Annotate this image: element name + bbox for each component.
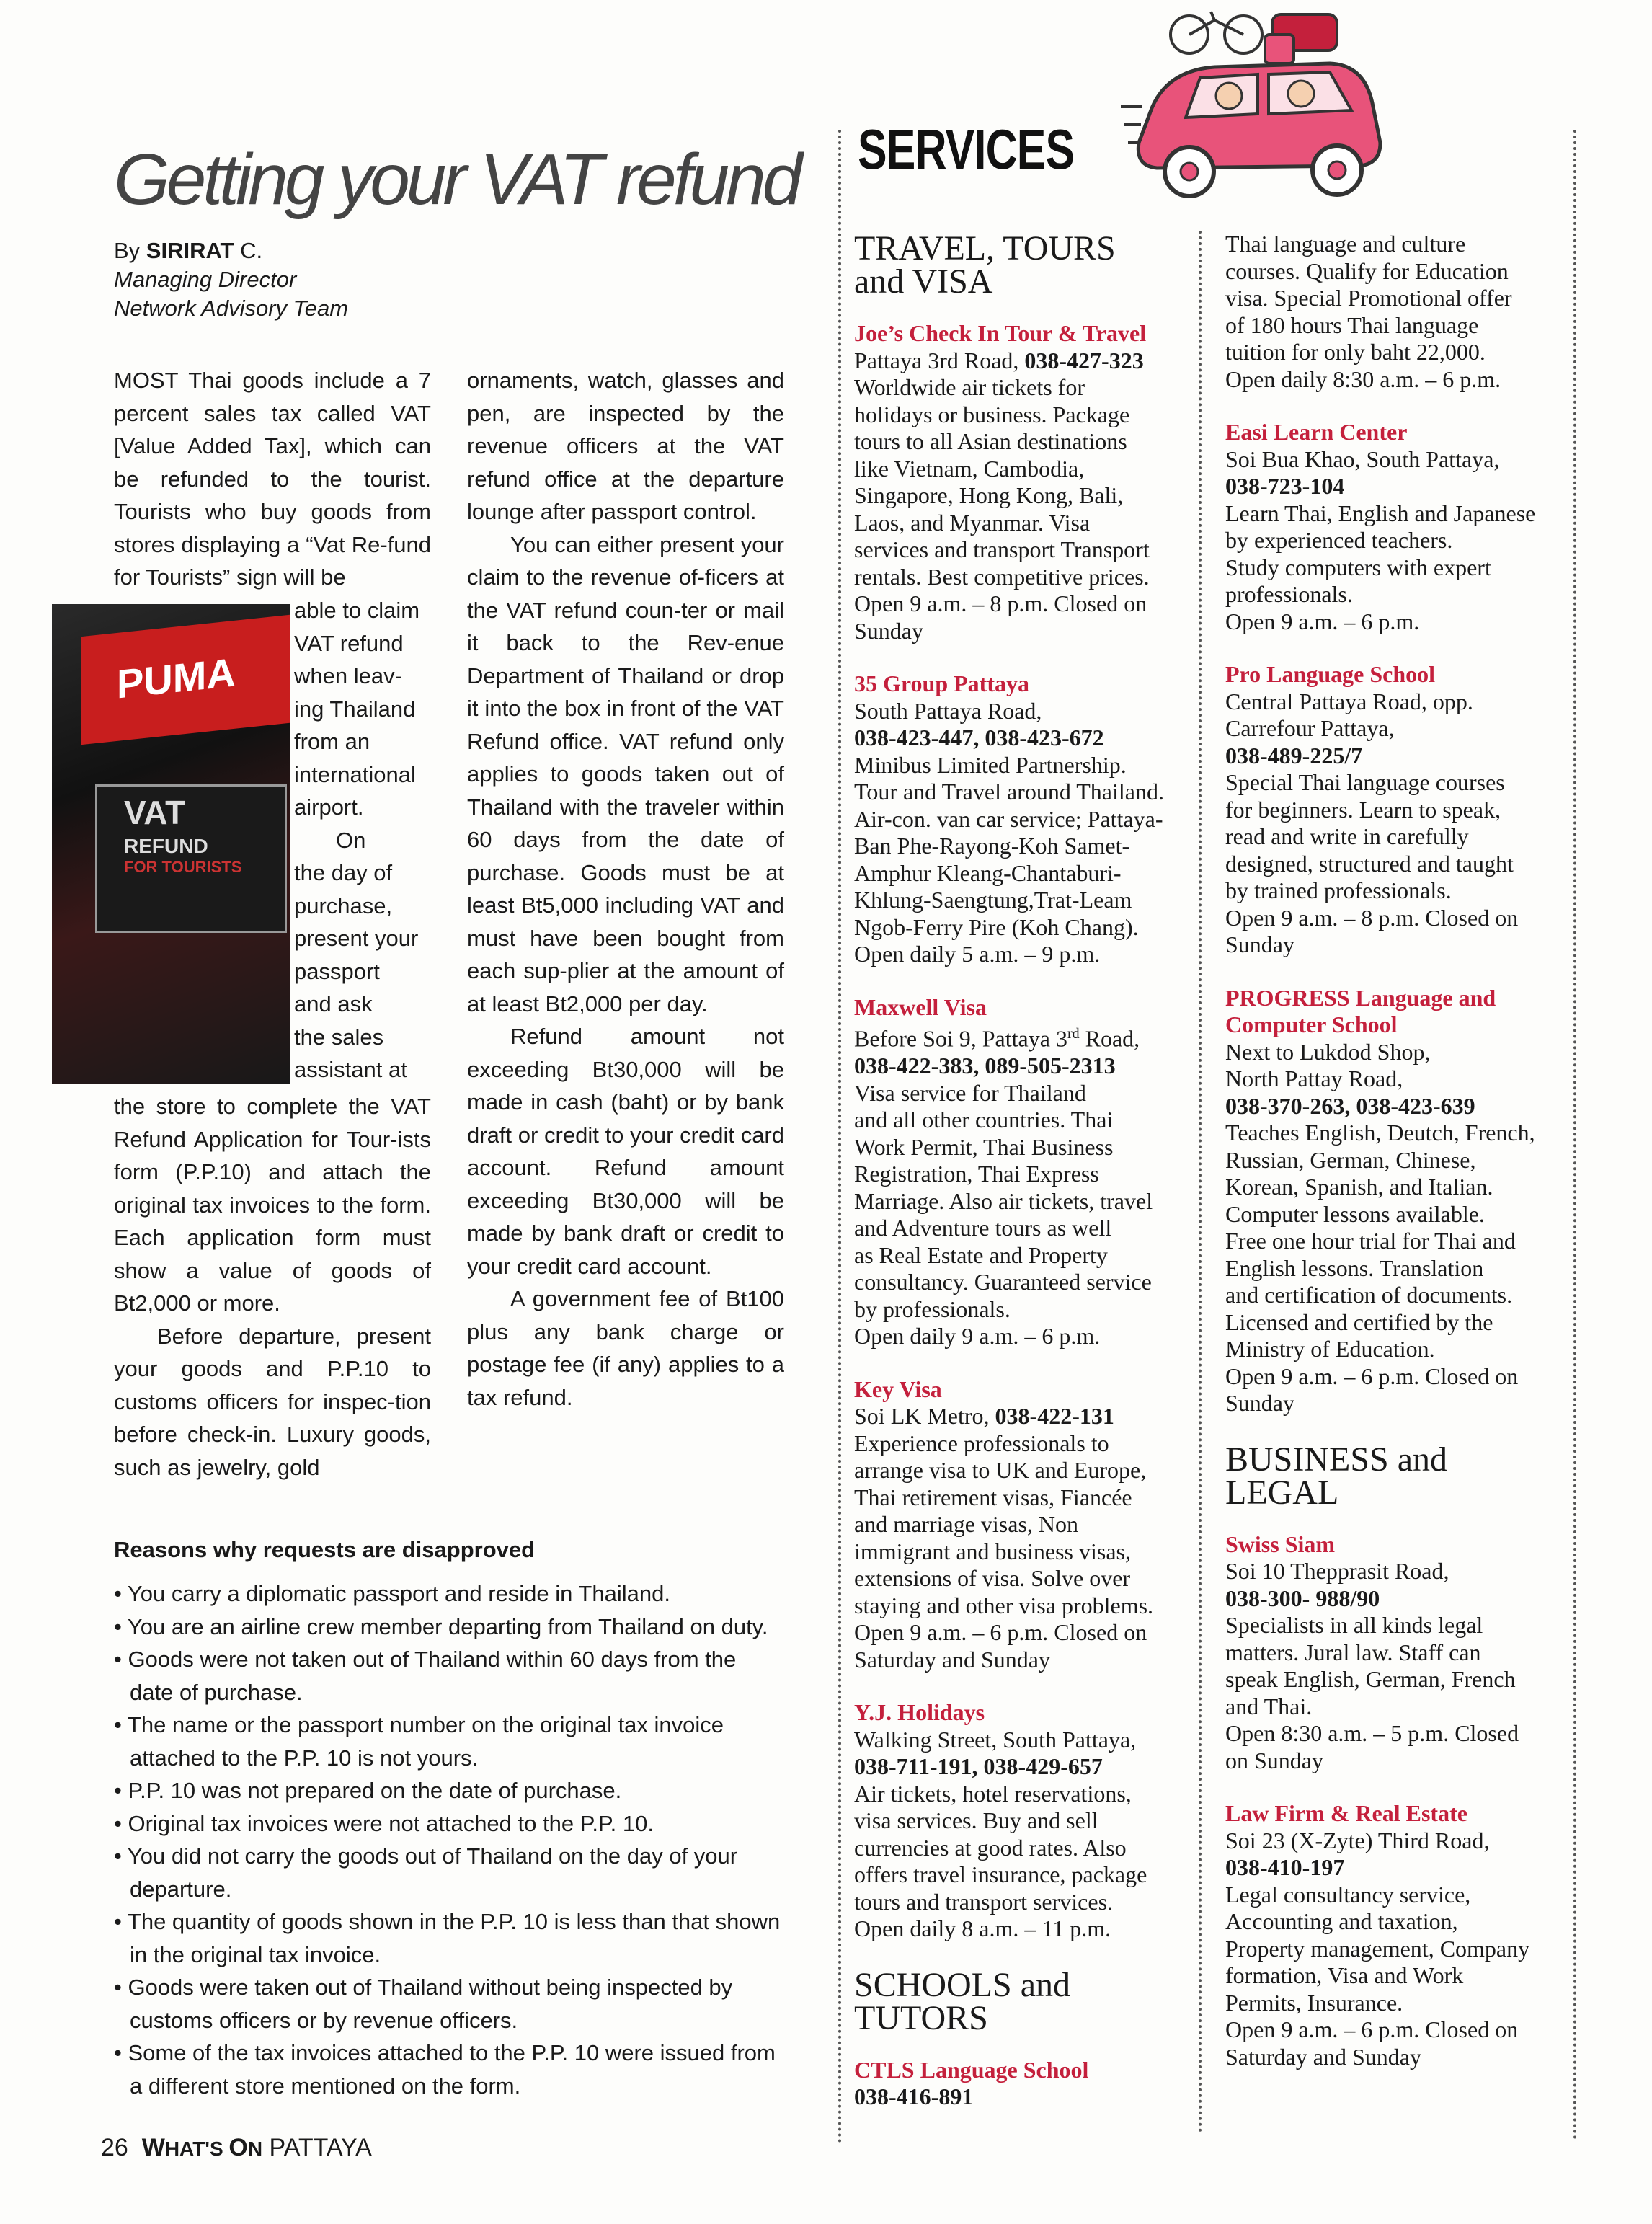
vat-refund-photo: PUMA VAT REFUND FOR TOURISTS xyxy=(52,604,290,1084)
author-role: Managing Director xyxy=(114,267,297,292)
phone: 038-711-191, 038-429-657 xyxy=(854,1753,1103,1780)
listing-maxwell-visa: Maxwell Visa Before Soi 9, Pattaya 3rd Road, 038-422-383, 089-505-2313 Visa service for Thailand and all other countries. Thai Work Permit, Thai Business Registration, Thai Express Marriage. Also air tickets, travel and Adventure tours as well as Real Estate and Property consultancy. Guaranteed service by professionals. Open daily 9 a.m. – 6 p.m. xyxy=(854,994,1193,1350)
column-divider xyxy=(838,130,841,2145)
list-item: • Original tax invoices were not attached to the P.P. 10. xyxy=(114,1810,654,1836)
listing-yj-holidays: Y.J. Holidays Walking Street, South Pattaya, 038-711-191, 038-429-657 Air tickets, hotel reservations, visa services. Buy and sell currencies at good rates. Also offers travel insurance, package tours and transport services. Open daily 8 a.m. – 11 p.m. xyxy=(854,1699,1193,1943)
page-number: 26 xyxy=(101,2134,128,2161)
list-item: • You carry a diplomatic passport and reside in Thailand. xyxy=(114,1581,670,1606)
paragraph-1: MOST Thai goods include a 7 percent sales tax called VAT [Value Added Tax], which can be refunded to the tourist. Tourists who buy goods from stores displaying a “Vat Re-fund for Tourists” sign will be xyxy=(114,368,431,590)
listing-name: Swiss Siam xyxy=(1225,1530,1336,1557)
author-name: SIRIRAT xyxy=(146,238,234,263)
phone: 038-370-263, 038-423-639 xyxy=(1225,1092,1475,1119)
author-team: Network Advisory Team xyxy=(114,296,349,321)
listing-progress-language: PROGRESS Language and Computer School Next to Lukdod Shop, North Pattay Road, 038-370-263, 038-423-639 Teaches English, Deutch, French, Russian, German, Chinese, Korean, Spanish, and Italian. Computer lessons available. Free one hour trial for Thai and English lessons. Translation and certification of documents. Licensed and certified by the Ministry of Education. Open 9 a.m. – 6 p.m. Closed on Sunday xyxy=(1225,985,1571,1417)
phone: 038-416-891 xyxy=(854,2083,974,2110)
services-col1 xyxy=(854,229,1193,2111)
listing-swiss-siam: Swiss Siam Soi 10 Thepprasit Road, 038-300- 988/90 Specialists in all kinds legal matters. Jural law. Staff can speak English, German, French and Thai. Open 8:30 a.m. – 5 p.m. Closed on Sunday xyxy=(1225,1531,1571,1775)
page-footer: 26 WHAT'S ON PATTAYA xyxy=(101,2134,372,2161)
listing-name: 35 Group Pattaya xyxy=(854,670,1029,696)
phone: 038-410-197 xyxy=(1225,1854,1345,1880)
article-col2: ornaments, watch, glasses and pen, are inspected by the revenue officers at the VAT refund office at the departure lounge after passport control. You can either present your claim to the revenue of-ficers at the VAT refund coun-ter or mail it back to the Rev-enue Department of Thailand or drop it into the box in front of the VAT Refund office. VAT refund only applies to goods taken out of Thailand with the traveler within 60 days from the date of purchase. Goods must be at least Bt5,000 including VAT and must have been bought from each sup-plier at the amount of at least Bt2,000 per day. Refund amount not exceeding Bt30,000 will be made in cash (baht) or by bank draft or credit to your credit card account. Refund amount exceeding Bt30,000 will be made by bank draft or credit to your credit card account. A government fee of Bt100 plus any bank charge or postage fee (if any) applies to a tax refund. xyxy=(467,368,784,1410)
listing-name: Pro Language School xyxy=(1225,661,1435,687)
listing-law-firm: Law Firm & Real Estate Soi 23 (X-Zyte) Third Road, 038-410-197 Legal consultancy service, Accounting and taxation, Property management, Company formation, Visa and Work Permits, Insurance. Open 9 a.m. – 6 p.m. Closed on Saturday and Sunday xyxy=(1225,1800,1571,2070)
listing-joes-check-in: Joe’s Check In Tour & Travel Pattaya 3rd Road, 038-427-323 Worldwide air tickets for holidays or business. Package tours to all Asian destinations like Vietnam, Cambodia, Singapore, Hong Kong, Bali, Laos, and Myanmar. Visa services and transport Transport rentals. Best competitive prices. Open 9 a.m. – 8 p.m. Closed on Sunday xyxy=(854,320,1193,644)
section-travel-heading: TRAVEL, TOURS and VISA xyxy=(854,229,1116,301)
phone: 038-423-447, 038-423-672 xyxy=(854,725,1104,750)
services-title: SERVICES xyxy=(858,118,1075,181)
listing-name: CTLS Language School xyxy=(854,2056,1089,2083)
article-col1-wrap: able to claim VAT refund when leav- ing Thailand from an international airport. On the day of purchase, present your passport and ask the sales assistant at xyxy=(294,598,420,1082)
phone: 038-422-131 xyxy=(995,1403,1114,1430)
column-divider xyxy=(1199,231,1202,2134)
phone: 038-427-323 xyxy=(1024,347,1144,373)
list-item: • Goods were taken out of Thailand without being inspected by customs officers or by revenue officers. xyxy=(114,1975,733,2033)
listing-pro-language: Pro Language School Central Pattaya Road, opp. Carrefour Pattaya, 038-489-225/7 Special Thai language courses for beginners. Learn to speak, read and write in carefully designed, structured and taught by trained professionals. Open 9 a.m. – 8 p.m. Closed on Sunday xyxy=(1225,661,1571,959)
listing-ctls xyxy=(854,2057,1193,2111)
article-col1-top xyxy=(114,364,431,594)
article-col1-bottom: the store to complete the VAT Refund Application for Tour-ists form (P.P.10) and attach the original tax invoices to the form. Each application form must show a value of goods of Bt2,000 or more. Before departure, present your goods and P.P.10 to customs officers for inspec-tion before check-in. Luxury goods, such as jewelry, gold xyxy=(114,1094,431,1480)
list-item: • You did not carry the goods out of Thailand on the day of your departure. xyxy=(114,1843,738,1902)
list-item: • P.P. 10 was not prepared on the date of purchase. xyxy=(114,1778,622,1803)
column-divider xyxy=(1573,130,1576,2141)
listing-name: Joe’s Check In Tour & Travel xyxy=(854,320,1147,346)
car-illustration xyxy=(1121,6,1395,200)
section-business-heading: BUSINESS and LEGAL xyxy=(1225,1440,1448,1512)
listing-ctls-continued: Thai language and culture courses. Qualify for Education visa. Special Promotional offer of 180 hours Thai language tuition for only baht 22,000. Open daily 8:30 a.m. – 6 p.m. xyxy=(1225,231,1512,392)
list-item: • Some of the tax invoices attached to the P.P. 10 were issued from a different store mentioned on the form. xyxy=(114,2040,776,2099)
listing-easi-learn: Easi Learn Center Soi Bua Khao, South Pattaya, 038-723-104 Learn Thai, English and Japanese by experienced teachers. Study computers with expert professionals. Open 9 a.m. – 6 p.m. xyxy=(1225,419,1571,635)
article-title: Getting your VAT refund xyxy=(114,139,799,220)
reasons-heading: Reasons why requests are disapproved xyxy=(114,1537,536,1562)
listing-name: PROGRESS Language and xyxy=(1225,984,1496,1011)
reasons-list xyxy=(114,1577,784,2102)
listing-name: Maxwell Visa xyxy=(854,993,987,1020)
listing-name: Key Visa xyxy=(854,1375,942,1402)
section-schools-heading: SCHOOLS and TUTORS xyxy=(854,1965,1071,2037)
listing-name: Easi Learn Center xyxy=(1225,419,1408,445)
photo-vat-sign: VAT xyxy=(124,794,186,831)
photo-brand-sign: PUMA xyxy=(117,649,236,707)
services-col2 xyxy=(1225,231,1571,2070)
list-item: • The quantity of goods shown in the P.P. 10 is less than that shown in the original tax invoice. xyxy=(114,1909,781,1967)
byline: By SIRIRAT C. Managing Director Network Advisory Team xyxy=(114,236,348,323)
listing-key-visa: Key Visa Soi LK Metro, 038-422-131 Experience professionals to arrange visa to UK and Europe, Thai retirement visas, Fiancée and marriage visas, Non immigrant and business visas, extensions of visa. Solve over staying and other visa problems. Open 9 a.m. – 6 p.m. Closed on Saturday and Sunday xyxy=(854,1376,1193,1674)
phone: 038-300- 988/90 xyxy=(1225,1585,1380,1611)
listing-name: Y.J. Holidays xyxy=(854,1699,985,1726)
listing-35-group: 35 Group Pattaya South Pattaya Road, 038-423-447, 038-423-672 Minibus Limited Partnership. Tour and Travel around Thailand. Air-con. van car service; Pattaya- Ban Phe-Rayong-Koh Samet- Amphur Kleang-Chantaburi- Khlung-Saengtung,Trat-Leam Ngob-Ferry Pire (Koh Chang). Open daily 5 a.m. – 9 p.m. xyxy=(854,670,1193,968)
phone: 038-723-104 xyxy=(1225,473,1345,499)
phone: 038-489-225/7 xyxy=(1225,742,1363,768)
listing-name: Law Firm & Real Estate xyxy=(1225,1800,1467,1826)
list-item: • The name or the passport number on the original tax invoice attached to the P.P. 10 is not yours. xyxy=(114,1712,724,1771)
list-item: • You are an airline crew member departing from Thailand on duty. xyxy=(114,1613,768,1639)
phone: 038-422-383, 089-505-2313 xyxy=(854,1053,1116,1079)
list-item: • Goods were not taken out of Thailand within 60 days from the date of purchase. xyxy=(114,1647,737,1705)
